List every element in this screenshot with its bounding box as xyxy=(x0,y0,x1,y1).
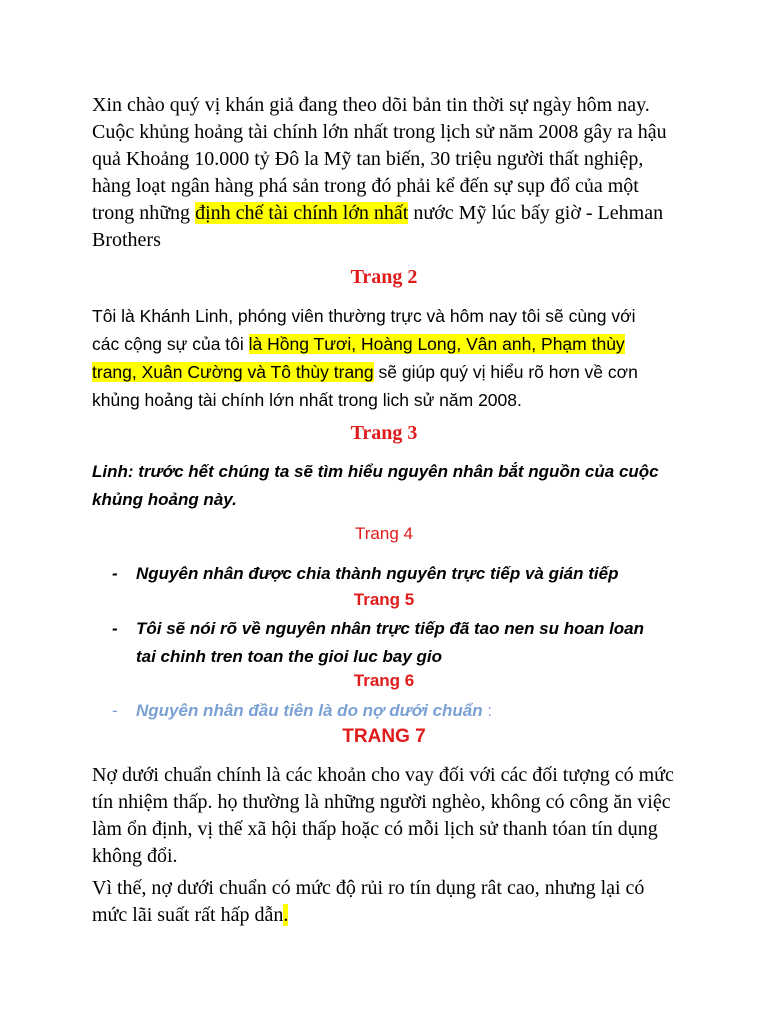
bullet-dash: - xyxy=(112,701,118,720)
paragraph-2 xyxy=(92,302,684,414)
para2-line-3-post: sẽ giúp quý vị hiểu rõ hơn về cơn xyxy=(373,362,638,382)
paragraph-8 xyxy=(92,875,684,929)
heading-trang-2: Trang 2 xyxy=(350,266,418,288)
intro-line-5-pre: trong những xyxy=(92,202,196,224)
bullet-2-line-2: tai chinh tren toan the gioi luc bay gio xyxy=(136,647,443,666)
heading-trang-3: Trang 3 xyxy=(350,422,418,444)
para8-line-1: Vì thế, nợ dưới chuẩn có mức độ rủi ro tín dụng rât cao, nhưng lại có xyxy=(92,877,645,899)
bullet-3-text: Nguyên nhân đầu tiên là do nợ dưới chuẩn xyxy=(136,701,483,720)
para8-line-2-pre: mức lãi suất rất hấp dẫn xyxy=(92,904,284,926)
para8-highlight: . xyxy=(283,904,289,926)
intro-line-3: quả Khoảng 10.000 tỷ Đô la Mỹ tan biến, 30 triệu người thất nghiệp, xyxy=(92,148,644,170)
intro-line-4: hàng loạt ngân hàng phá sản trong đó phải kể đến sự sụp đổ của một xyxy=(92,175,639,197)
bullet-3-text-wrap xyxy=(136,697,492,725)
para3-line-1: Linh: trước hết chúng ta sẽ tìm hiểu nguyên nhân bắt nguồn của cuộc xyxy=(92,462,659,481)
para2-line-2-pre: các cộng sự của tôi xyxy=(92,334,249,354)
heading-trang-4: Trang 4 xyxy=(355,524,413,543)
intro-highlight: định chế tài chính lớn nhất xyxy=(195,202,409,224)
para2-line-4: khủng hoảng tài chính lớn nhất trong lich sử năm 2008. xyxy=(92,390,522,410)
intro-line-6: Brothers xyxy=(92,229,161,251)
heading-trang-6: Trang 6 xyxy=(353,671,415,690)
intro-line-1: Xin chào quý vị khán giả đang theo dõi bản tin thời sự ngày hôm nay. xyxy=(92,94,650,116)
bullet-dash: - xyxy=(112,564,118,583)
intro-paragraph xyxy=(92,92,684,254)
paragraph-7 xyxy=(92,762,684,870)
para8-line-2 xyxy=(92,902,684,929)
para2-line-3 xyxy=(92,358,684,386)
intro-line-5-post: nước Mỹ lúc bấy giờ - Lehman xyxy=(408,202,664,224)
para7-line-1: Nợ dưới chuẩn chính là các khoản cho vay đối với các đối tượng có mức xyxy=(92,764,674,786)
para7-line-3: làm ổn định, vị thế xã hội thấp hoặc có mỗi lịch sử thanh tóan tín dụng xyxy=(92,818,658,840)
para3-line-2: khủng hoảng này. xyxy=(92,490,237,509)
para2-highlight-2: trang, Xuân Cường và Tô thùy trang xyxy=(92,362,374,382)
intro-line-2: Cuộc khủng hoảng tài chính lớn nhất trong lịch sử năm 2008 gây ra hậu xyxy=(92,121,667,143)
para2-highlight-1: là Hồng Tươi, Hoàng Long, Vân anh, Phạm thùy xyxy=(248,334,625,354)
bullet-dash: - xyxy=(112,619,118,638)
heading-trang-5: Trang 5 xyxy=(353,590,415,609)
intro-line-5 xyxy=(92,200,684,227)
bullet-2-line-1: Tôi sẽ nói rõ về nguyên nhân trực tiếp đã tao nen su hoan loan xyxy=(136,619,645,638)
para2-line-2 xyxy=(92,330,684,358)
para7-line-2: tín nhiệm thấp. họ thường là những người nghèo, không có công ăn việc xyxy=(92,791,671,813)
bullet-3-suffix: : xyxy=(482,701,493,720)
bullet-1-text: Nguyên nhân được chia thành nguyên trực tiếp và gián tiếp xyxy=(136,564,619,583)
para2-line-1: Tôi là Khánh Linh, phóng viên thường trực và hôm nay tôi sẽ cùng với xyxy=(92,306,636,326)
heading-trang-7: TRANG 7 xyxy=(342,726,426,747)
para7-line-4: không đổi. xyxy=(92,845,178,867)
paragraph-3 xyxy=(92,458,684,514)
